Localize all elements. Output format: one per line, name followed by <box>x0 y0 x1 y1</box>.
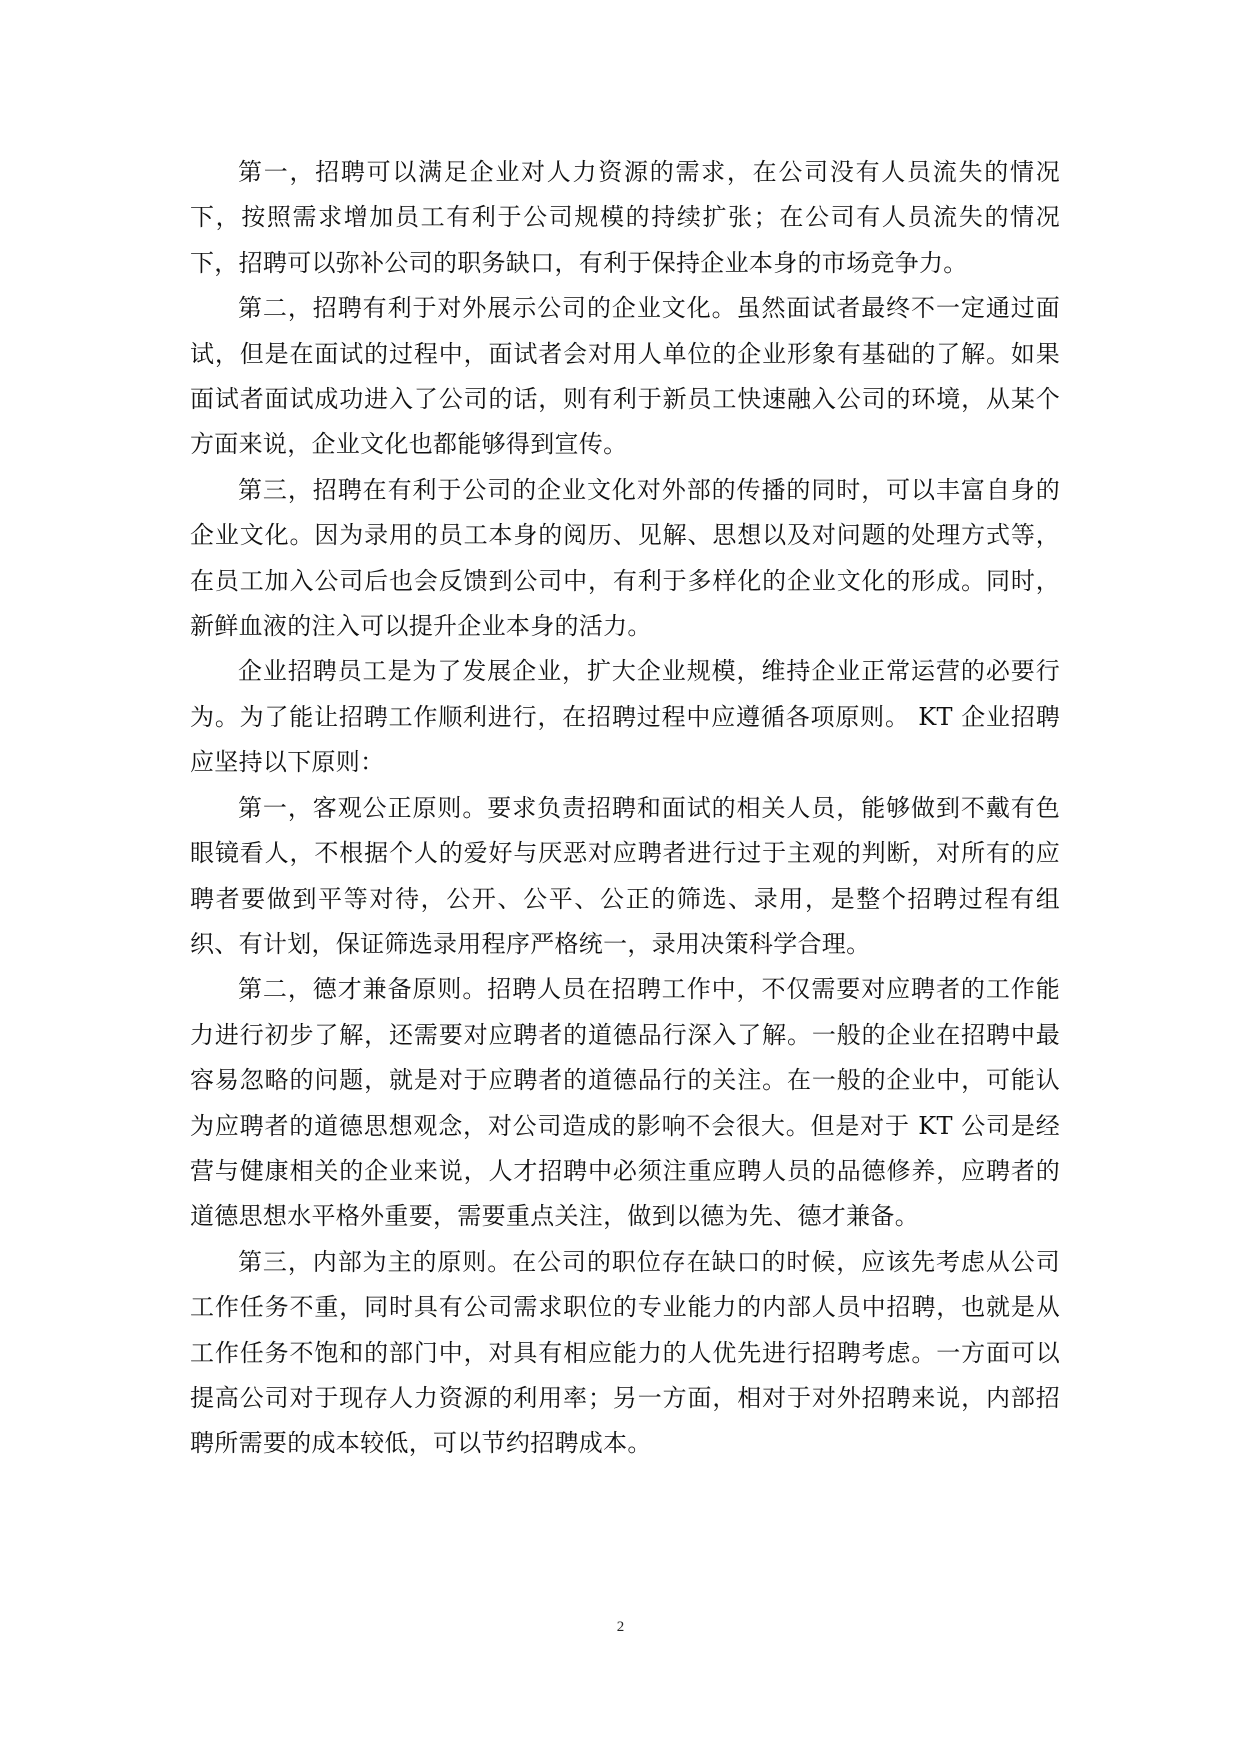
page-number: 2 <box>616 1619 625 1635</box>
body-text <box>190 150 1060 1467</box>
paragraph-principle-internal-first: 第三，内部为主的原则。在公司的职位存在缺口的时候，应该先考虑从公司工作任务不重，同时具有公司需求职位的专业能力的内部人员中招聘，也就是从工作任务不饱和的部门中，对具有相应能力的人优先进行招聘考虑。一方面可以提高公司对于现存人力资源的利用率；另一方面，相对于对外招聘来说，内部招聘所需要的成本较低，可以节约招聘成本。 <box>190 1247 1060 1458</box>
paragraph-principle-objective-fair: 第一，客观公正原则。要求负责招聘和面试的相关人员，能够做到不戴有色眼镜看人，不根据个人的爱好与厌恶对应聘者进行过于主观的判断，对所有的应聘者要做到平等对待，公开、公平、公正的筛选、录用，是整个招聘过程有组织、有计划，保证筛选录用程序严格统一，录用决策科学合理。 <box>190 793 1060 958</box>
paragraph-recruitment-point-1: 第一，招聘可以满足企业对人力资源的需求，在公司没有人员流失的情况下，按照需求增加员工有利于公司规模的持续扩张；在公司有人员流失的情况下，招聘可以弥补公司的职务缺口，有利于保持企业本身的市场竞争力。 <box>190 158 1060 277</box>
paragraph-principle-virtue-talent: 第二，德才兼备原则。招聘人员在招聘工作中，不仅需要对应聘者的工作能力进行初步了解，还需要对应聘者的道德品行深入了解。一般的企业在招聘中最容易忽略的问题，就是对于应聘者的道德品行的关注。在一般的企业中，可能认为应聘者的道德思想观念，对公司造成的影响不会很大。但是对于 KT 公司是经营与健康相关的企业来说，人才招聘中必须注重应聘人员的品德修养，应聘者的道德思想水平格外重要，需要重点关注，做到以德为先、德才兼备。 <box>190 975 1060 1231</box>
paragraph-principles-intro: 企业招聘员工是为了发展企业，扩大企业规模，维持企业正常运营的必要行为。为了能让招聘工作顺利进行，在招聘过程中应遵循各项原则。 KT 企业招聘应坚持以下原则： <box>190 657 1060 777</box>
paragraph-recruitment-point-3: 第三，招聘在有利于公司的企业文化对外部的传播的同时，可以丰富自身的企业文化。因为录用的员工本身的阅历、见解、思想以及对问题的处理方式等，在员工加入公司后也会反馈到公司中，有利于多样化的企业文化的形成。同时，新鲜血液的注入可以提升企业本身的活力。 <box>190 475 1060 641</box>
paragraph-recruitment-point-2: 第二，招聘有利于对外展示公司的企业文化。虽然面试者最终不一定通过面试，但是在面试的过程中，面试者会对用人单位的企业形象有基础的了解。如果面试者面试成功进入了公司的话，则有利于新员工快速融入公司的环境，从某个方面来说，企业文化也都能够得到宣传。 <box>190 294 1060 459</box>
